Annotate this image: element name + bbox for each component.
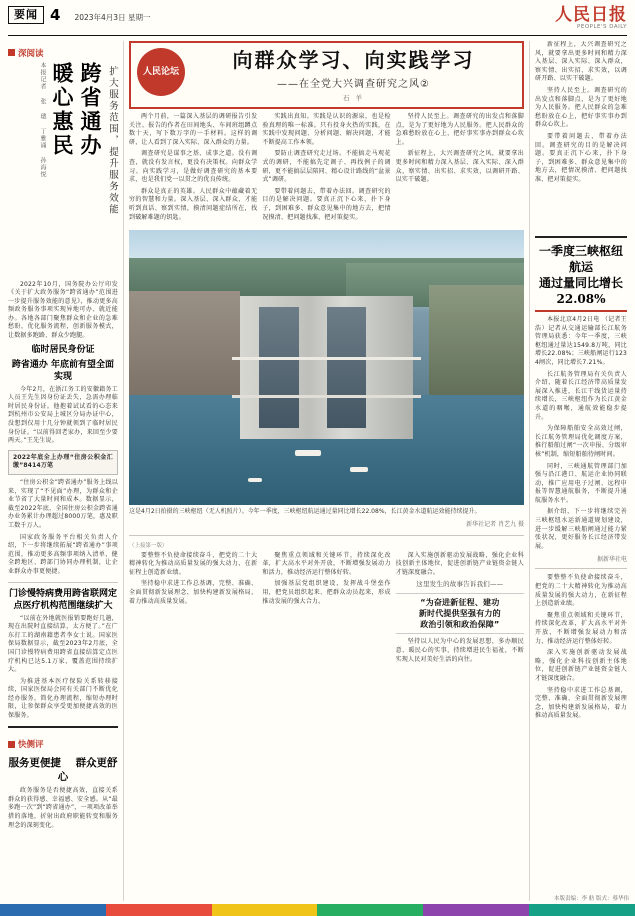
right-filler-p2: 聚焦重点领域和关键环节，持续深化改革，扩大高水平对外开放，不断增强发展动力和活力，推动经济运行整体好转。: [535, 611, 627, 645]
quick-title: [8, 756, 118, 784]
flag-square-icon: [8, 49, 15, 56]
left-subhead-1b: 跨省通办 年底前有望全面实现: [11, 359, 115, 382]
boxed-quote-line1: “为奋进新征程、建功: [420, 598, 500, 608]
quick-title-a: 服务更便捷: [8, 757, 61, 770]
editorial-col-3: [396, 113, 524, 225]
photo-ship-2: [350, 467, 368, 472]
divider-right-2: [535, 568, 627, 569]
featured-headline-subtitle: ——在全党大兴调查研究之风②: [277, 79, 430, 90]
divider-mid-1: [129, 535, 524, 536]
right-filler-p1: 要整整不负使命接续奋斗，把党的二十大精神转化为推动高质量发展的强大动力，在新征程上创造新业绩。: [535, 574, 627, 608]
photo-ship-lock-2: [327, 307, 367, 428]
left-body-1: [8, 386, 118, 446]
photo-ship-lock-1: [259, 307, 299, 428]
right-p-3: 同时，三峡通航管理部门加强与沿江港口、航运企业协同联动，推广应用电子过闸、远程申报等智慧通航服务，不断提升通航服务水平。: [535, 462, 627, 504]
lower-p-1: 要整整不负使命接续奋斗，把党的二十大精神转化为推动高质量发展的强大动力，在新征程上创造新业绩。: [129, 551, 258, 576]
vertical-title-line2: 暖心惠民: [50, 61, 75, 158]
right-headline-rule: [535, 310, 627, 312]
left-body-1-p: 今年2月，在浙江务工的安徽籍务工人员王先生因身份证丢失，急需办理临时居民身份证。他抱着试试看的心态来到杭州市公安局上城区分局办证中心，没想到仅用十几分钟就领到了临时居民身份证。“以前得回老家办，来回至少要两天。”王先生说。: [8, 385, 118, 445]
paper-name-sub: PEOPLE'S DAILY: [577, 24, 627, 30]
lower-col-2: [262, 552, 390, 668]
vertical-headline: [8, 62, 118, 277]
left-column: [8, 41, 118, 901]
right-filler: [535, 574, 627, 721]
featured-headline-title: 向群众学习、向实践学习: [232, 48, 475, 72]
featured-headline-block: [129, 41, 524, 109]
editorial-p-4: 实践出真知。实践是认识的源泉，也是检验真理的唯一标准。只有投身火热的实践，在实践中发现问题、分析问题、解决问题，才能不断提高工作本领。: [262, 113, 391, 146]
flag-quick-comment: [8, 738, 44, 750]
boxed-quote: [396, 593, 524, 634]
divider-left-2: [8, 726, 118, 728]
masthead-left: [8, 6, 150, 24]
section-badge: 要闻: [8, 6, 44, 24]
editorial-p-1: 两个月前，一篇深入基层的调研报告引发关注。报告的作者在田间地头、车间班组蹲点数十天，写下数万字的一手材料。这样的调研，让人看到了深入实际、深入群众的力量。: [129, 113, 258, 146]
editorial-p-5: 要防止调查研究走过场。不能搞走马观花式的调研，不能搞先定调子、再找例子的调研，更不能搞层层陪同、精心设计路线的“盆景式”调研。: [262, 150, 391, 184]
editorial-columns: [129, 113, 524, 225]
photo-road-1: [232, 357, 422, 360]
editorial-p-3: 群众是真正的英雄。人民群众中蕴藏着无穷的智慧和力量。深入基层、深入群众，才能听到真话、察到实情，摸清问题症结所在，找到破解难题的钥匙。: [129, 187, 258, 221]
boxed-quote-line3: 政治引领和政治保障”: [420, 620, 500, 630]
editorial-col-1: [129, 113, 257, 225]
right-carryover-p3: 要带着问题去，带着办法回。调查研究的目的是解决问题。要真正沉下心来，扑下身子，到困难多、群众意见集中的地方去，把情况摸清、把问题找准、把对策提实。: [535, 132, 627, 183]
masthead: [8, 6, 627, 36]
lower-p-2: 坚持稳中求进工作总基调，完整、准确、全面贯彻新发展理念，加快构建新发展格局，着力推动高质量发展。: [129, 580, 258, 605]
right-filler-p3: 深入实施创新驱动发展战略，强化企业科技创新主体地位，促进创新链产业链资金链人才链深度融合。: [535, 649, 627, 682]
color-bar-5: [423, 904, 529, 916]
flag-deep-read-label: 深阅读: [18, 48, 44, 59]
right-headline-line1: 一季度三峡枢纽航运: [538, 244, 623, 274]
lower-p-3: 聚焦重点领域和关键环节，持续深化改革，扩大高水平对外开放，不断增强发展动力和活力，推动经济运行整体好转。: [262, 551, 391, 576]
lower-p-6: 坚持以人民为中心的发展思想，多办顺民意、暖民心的实事，持续增进民生福祉，不断实现人民对美好生活的向往。: [395, 638, 524, 663]
right-p-2: 为保障船舶安全高效过闸，长江航务管理局优化调度方案，推行船舶过闸“一次申报、分级审核”机制，缩短船舶待闸时间。: [535, 425, 627, 458]
quick-body-p: 政务服务是否便捷高效，直接关系群众的获得感、幸福感、安全感。从“最多跑一次”到“跨省通办”，一项项改革举措的落地，折射出政府职能转变和服务理念的深刻变化。: [8, 787, 118, 829]
page-footer-note: 本版责编：李 舫 版式：蔡华伟: [554, 896, 629, 902]
editorial-p-7: 坚持人民至上。调查研究的出发点和落脚点，是为了更好地为人民服务。把人民群众的急难愁盼放在心上，把好事实事办到群众心坎上。: [395, 113, 524, 146]
right-column: [535, 41, 627, 901]
lower-col-3: [396, 552, 524, 668]
photo-road-2: [232, 395, 422, 398]
editorial-p-6: 要带着问题去，带着办法回。调查研究的目的是解决问题。要真正沉下心来，扑下身子，到困难多、群众意见集中的地方去，把情况摸清、把问题找准、把对策提实。: [262, 187, 391, 221]
photo-three-gorges: [129, 230, 524, 505]
left-highlight-box: [8, 450, 118, 475]
color-bar-2: [106, 904, 212, 916]
left-subhead-2: 门诊慢特病费用跨省联网定点医疗机构范围继续扩大: [8, 588, 117, 611]
photo-caption: 这是4月2日拍摄的三峡枢纽（无人机照片）。今年一季度，三峡枢纽航运通过量同比增长22.08%，长江黄金水道航运效能持续提升。: [129, 508, 481, 516]
right-headline-line2: 通过量同比增长22.08%: [538, 276, 623, 306]
left-body-4: [8, 615, 118, 721]
left-lead-text: [8, 281, 118, 341]
featured-headline-texts: [191, 48, 516, 102]
people-forum-seal-icon: 人民论坛: [137, 48, 185, 96]
color-bar-footer: [0, 904, 635, 916]
right-carryover-p2: 坚持人民至上。调查研究的出发点和落脚点，是为了更好地为人民服务。把人民群众的急难愁盼放在心上，把好事实事办到群众心坎上。: [535, 86, 627, 129]
divider-vertical-2: [529, 41, 530, 901]
left-body-2: [8, 479, 118, 577]
right-filler-p4: 坚持稳中求进工作总基调，完整、准确、全面贯彻新发展理念，加快构建新发展格局，着力推动高质量发展。: [535, 686, 627, 720]
lower-p-4: 加强基层党组织建设，发挥战斗堡垒作用，把党员组织起来、把群众动员起来，形成推动发展的强大合力。: [262, 580, 391, 605]
featured-headline-author: 石 羊: [342, 94, 365, 102]
photo-rock-right: [429, 285, 524, 406]
right-dateline: 本报北京4月2日电 （记者王浩）记者从交通运输部长江航务管理局获悉：今年一季度，三峡枢纽通过量达1549.8万吨，同比增长22.08%；三峡船闸运行1234闸次，同比增长7.21%。: [535, 316, 627, 366]
right-body: [535, 316, 627, 551]
divider-right-1: [535, 236, 627, 238]
left-body-5-p: 为推进基本医疗保险关系转移接续，国家医保局会同有关部门不断优化经办服务，简化办理流程，缩短办理时限，让参保群众享受更加便捷高效的医保服务。: [8, 677, 118, 720]
editorial-p-8: 新征程上，大兴调查研究之风，就要拿出更多时间和精力深入基层、深入实际、深入群众，察实情、出实招、求实效，以调研开路、以实干破题。: [395, 150, 524, 184]
color-bar-4: [317, 904, 423, 916]
photo-ship-1: [295, 450, 321, 456]
left-subhead-1a: 临时居民身份证: [31, 344, 95, 355]
color-bar-6: [529, 904, 635, 916]
masthead-logo: [555, 6, 627, 30]
left-highlight-text: 2022年底全上办理“住房公积金汇缴”8414万笔: [13, 453, 113, 470]
vertical-byline: 本报记者 张 璁 丁雅诵 孙海悦: [39, 61, 46, 178]
left-lead-paragraph: 2022年10月，国务院办公厅印发《关于扩大政务服务“跨省通办”范围进一步提升服务效能的意见》，推动更多高频政务服务事项实现异地可办、就近能办。各地各部门聚焦群众和企业的急难愁盼，优化服务流程，创新服务模式，让数据多跑路、群众少跑腿。: [8, 280, 118, 340]
flag-quick-label: 快侧评: [18, 740, 44, 751]
right-p-4: 据介绍，下一步将继续完善三峡枢纽水运新通道规划建设，进一步缓解三峡船闸通过能力紧张状况，更好服务长江经济带发展。: [535, 508, 627, 550]
right-headline: [535, 243, 627, 307]
photo-ship-3: [248, 478, 262, 482]
boxed-quote-line2: 新时代提供坚强有力的: [418, 609, 501, 619]
date-line: 2023年4月3日 星期一: [74, 12, 151, 22]
vertical-subtitle: 扩大服务范围，提升服务效能: [107, 65, 118, 215]
vertical-title-line1: 跨省通办: [78, 61, 103, 158]
editorial-p-2: 调查研究是谋事之基、成事之道。没有调查，就没有发言权，更没有决策权。向群众学习、向实践学习，是做好调查研究的基本要求，也是我们党一以贯之的优良传统。: [129, 150, 258, 184]
right-top-carryover: [535, 41, 627, 231]
right-carryover-p1: 新征程上，大兴调查研究之风，就要拿出更多时间和精力深入基层、深入实际、深入群众，察实情、出实招、求实效，以调研开路、以实干破题。: [535, 41, 627, 83]
page-number: 4: [50, 6, 61, 24]
divider-vertical-1: [123, 41, 124, 901]
right-p-1: 长江航务管理局有关负责人介绍，随着长江经济带高质量发展深入推进，长江干线货运量持续增长，三峡枢纽作为长江黄金水道的咽喉，通航效能稳步提升。: [535, 370, 627, 421]
middle-column: [129, 41, 524, 901]
divider-left-1: [8, 582, 118, 583]
left-body-4-p: “以前在外地就医报销要跑好几趟，现在出院时直接结算，太方便了。”在广东打工的湖南籍患者李女士说。国家医保局数据显示，截至2023年2月底，全国门诊慢特病费用跨省直接结算定点医疗机构已达5.1万家，覆盖范围持续扩大。: [8, 614, 118, 674]
left-body-2-p: “住房公积金”跨省通办”服务上线以来，实现了“不见面”办理，为群众和企业节省了大量时间和成本。数据显示，截至2022年底，全国住房公积金跨省通办业务累计办理超过8000万笔，惠及职工数千万人。: [8, 479, 118, 529]
continuation-note: （上接第一版）: [129, 542, 168, 549]
editorial-col-2: [262, 113, 390, 225]
right-credit: 据新华社电: [596, 556, 627, 564]
lower-p-5: 深入实施创新驱动发展战略，强化企业科技创新主体地位，促进创新链产业链资金链人才链深度融合。: [395, 551, 524, 576]
flag-square-icon-2: [8, 741, 15, 748]
boxed-kicker: 这里发生的故事告诉我们——: [416, 580, 504, 589]
quick-body: [8, 787, 118, 830]
lower-columns: [129, 552, 524, 668]
quick-title-b: 群众更舒心: [57, 757, 118, 784]
color-bar-3: [212, 904, 318, 916]
flag-deep-read: [8, 47, 44, 59]
photo-credit: 新华社记者 肖艺九 摄: [466, 520, 524, 528]
paper-name: 人民日报: [555, 5, 627, 25]
lower-col-1: [129, 552, 257, 668]
color-bar-1: [0, 904, 106, 916]
page-body: [8, 41, 627, 901]
left-body-3-p: 国家政务服务平台相关负责人介绍，下一步将继续拓展“跨省通办”事项范围，推动更多高频事项纳入清单，健全跨地区、跨部门协同办理机制，让企业群众办事更便捷。: [8, 533, 118, 575]
